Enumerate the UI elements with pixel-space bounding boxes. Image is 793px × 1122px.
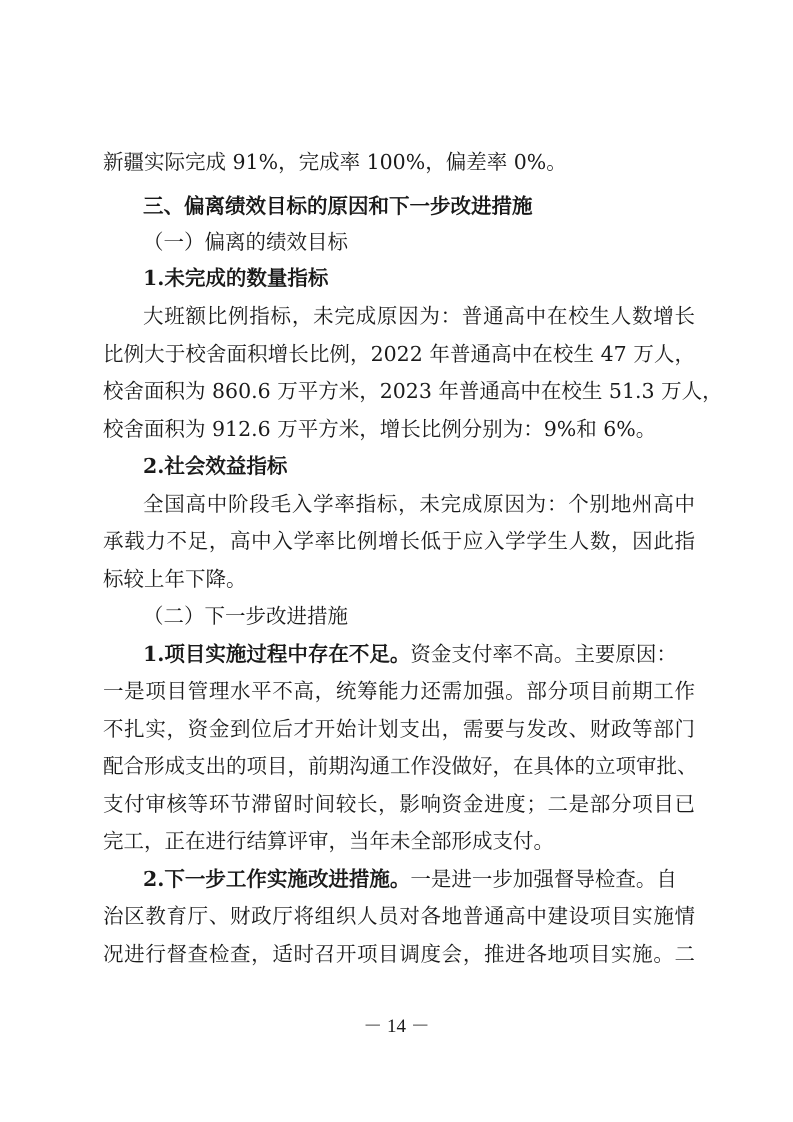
item-1-body-line: 校舍面积为 860.6 万平方米，2023 年普通高中在校生 51.3 万人， [103, 379, 723, 403]
section-title: 三、偏离绩效目标的原因和下一步改进措施 [143, 194, 533, 218]
item-1-body-line: 校舍面积为 912.6 万平方米，增长比例分别为：9%和 6%。 [103, 417, 657, 441]
item-2-body-line: 全国高中阶段毛入学率指标，未完成原因为：个别地州高中 [143, 492, 695, 516]
item-1-title: 1.未完成的数量指标 [143, 266, 329, 290]
measure-2-body-line: 况进行督查检查，适时召开项目调度会，推进各地项目实施。二 [103, 942, 695, 966]
item-1-body-line: 比例大于校舍面积增长比例，2022 年普通高中在校生 47 万人， [103, 342, 695, 366]
subsection-1-title: （一）偏离的绩效目标 [143, 230, 348, 254]
item-2-body-line: 标较上年下降。 [103, 567, 247, 591]
measure-1-line-rest: 资金支付率不高。主要原因： [410, 642, 677, 666]
measure-1-body-line: 完工，正在进行结算评审，当年未全部形成支付。 [103, 829, 554, 853]
item-2-title: 2.社会效益指标 [143, 454, 288, 478]
intro-paragraph-line: 新疆实际完成 91%，完成率 100%，偏差率 0%。 [103, 150, 567, 174]
measure-1-body-line: 不扎实，资金到位后才开始计划支出，需要与发改、财政等部门 [103, 717, 695, 741]
measure-1-body-line: 一是项目管理水平不高，统筹能力还需加强。部分项目前期工作 [103, 679, 695, 703]
measure-2-lead: 2.下一步工作实施改进措施。 [143, 867, 411, 891]
measure-1-lead: 1.项目实施过程中存在不足。 [143, 642, 411, 666]
measure-2-line-rest: 一是进一步加强督导检查。自 [410, 867, 677, 891]
item-2-body-line: 承载力不足，高中入学率比例增长低于应入学学生人数，因此指 [103, 529, 695, 553]
measure-2-body-line: 治区教育厅、财政厅将组织人员对各地普通高中建设项目实施情 [103, 904, 695, 928]
measure-1-body-line: 支付审核等环节滞留时间较长，影响资金进度；二是部分项目已 [103, 792, 695, 816]
measure-1-body-line: 配合形成支出的项目，前期沟通工作没做好，在具体的立项审批、 [103, 754, 698, 778]
measure-2-line [143, 860, 695, 898]
measure-1-line [143, 635, 695, 673]
subsection-2-title: （二）下一步改进措施 [143, 604, 348, 628]
page-number: － 14 － [363, 1016, 430, 1037]
item-1-body-line: 大班额比例指标，未完成原因为：普通高中在校生人数增长 [143, 304, 695, 328]
